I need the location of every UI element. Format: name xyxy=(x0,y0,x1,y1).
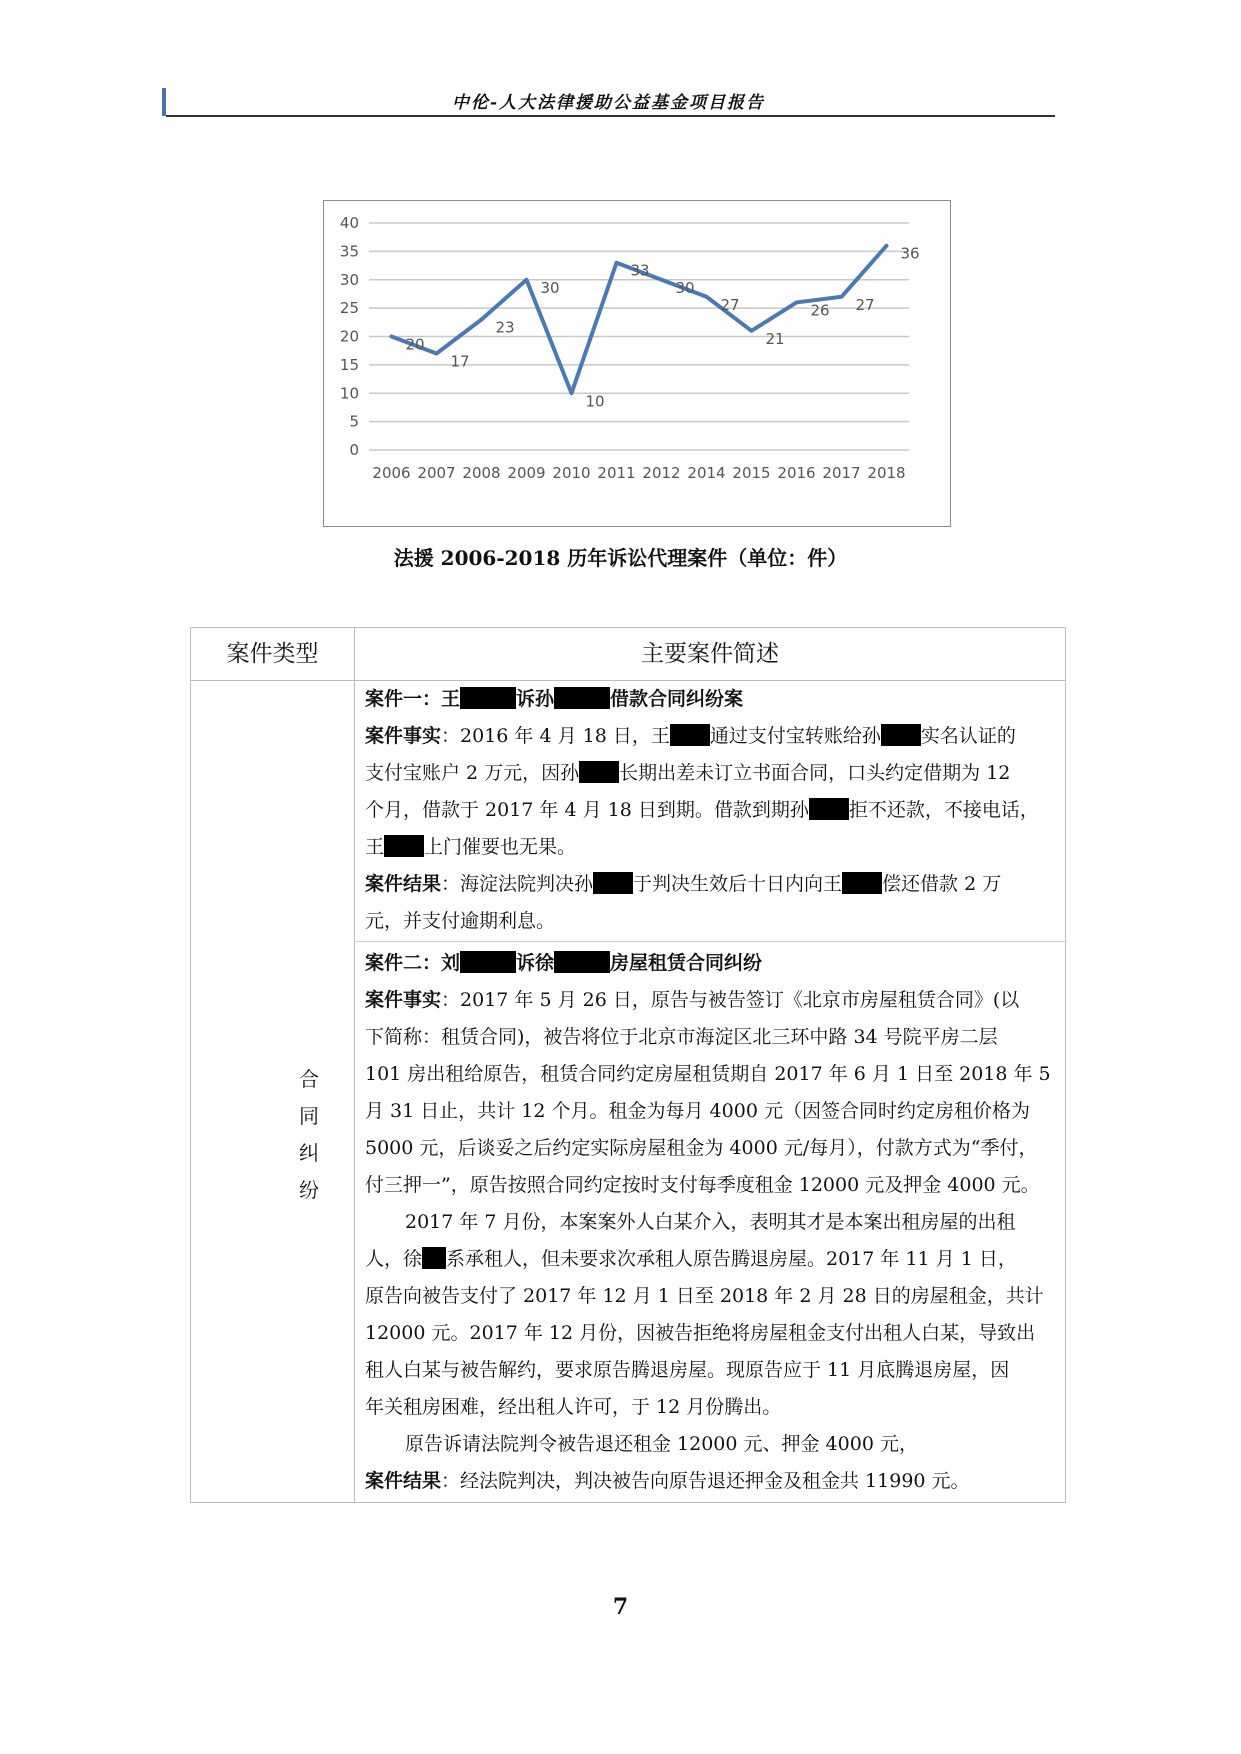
y-tick-label: 30 xyxy=(339,270,359,289)
redaction-block xyxy=(593,872,633,894)
redaction-block xyxy=(554,951,610,973)
title-part: 诉徐 xyxy=(516,952,555,974)
case-two xyxy=(365,945,1055,1500)
x-tick-label: 2006 xyxy=(372,464,411,482)
y-tick-label: 40 xyxy=(339,214,359,232)
data-point xyxy=(661,279,662,280)
data-point xyxy=(481,319,482,320)
case-one-facts-line xyxy=(365,755,1055,792)
case-two-para2-line: 租人白某与被告解约，要求原告腾退房屋。现原告应于 11 月底腾退房屋，因 xyxy=(365,1359,1010,1381)
text: 王 xyxy=(365,836,385,858)
case-one-facts-line xyxy=(365,718,1055,755)
case-two-facts-line: 下简称：租赁合同)，被告将位于北京市海淀区北三环中路 34 号院平房二层 xyxy=(365,1026,998,1048)
result-label: 案件结果 xyxy=(365,1470,442,1492)
chart-caption: 法援 2006-2018 历年诉讼代理案件（单位：件） xyxy=(393,546,848,570)
text: ：2016 年 4 月 18 日，王 xyxy=(441,725,670,747)
case-two-facts-line xyxy=(365,982,1055,1019)
x-tick-label: 2011 xyxy=(597,464,636,482)
x-tick-label: 2007 xyxy=(417,464,456,482)
result-label: 案件结果 xyxy=(365,873,442,895)
page-number: 7 xyxy=(612,1594,629,1620)
chart-svg xyxy=(324,201,950,526)
data-point xyxy=(706,296,707,297)
data-label: 30 xyxy=(675,278,695,297)
redaction-block xyxy=(384,835,424,857)
text: 于判决生效后十日内向王 xyxy=(633,873,843,895)
data-point xyxy=(841,296,842,297)
text: 人，徐 xyxy=(365,1248,423,1270)
title-part: 诉孙 xyxy=(516,688,555,710)
data-point xyxy=(571,393,572,394)
text: 长期出差未订立书面合同，口头约定借期为 12 xyxy=(619,762,1011,784)
data-point xyxy=(796,302,797,303)
case-two-para2-line xyxy=(365,1241,1055,1278)
text: 偿还借款 2 万 xyxy=(882,873,1002,895)
redaction-block xyxy=(579,761,619,783)
redaction-block xyxy=(842,872,882,894)
case-two-para2-line: 年关租房困难，经出租人许可，于 12 月份腾出。 xyxy=(365,1396,782,1418)
title-part: 房屋租赁合同纠纷 xyxy=(610,952,763,974)
y-tick-label: 15 xyxy=(339,355,359,374)
page-header xyxy=(162,84,1055,116)
y-tick-label: 10 xyxy=(339,384,359,403)
case-one-facts-line xyxy=(365,792,1055,829)
data-label: 26 xyxy=(810,301,830,320)
text: 系承租人，但未要求次承租人原告腾退房屋。2017 年 11 月 1 日， xyxy=(446,1248,1017,1270)
x-tick-label: 2014 xyxy=(687,464,726,482)
data-point xyxy=(391,336,392,337)
y-tick-label: 20 xyxy=(339,327,359,346)
case-type-label xyxy=(297,1061,321,1209)
case-one xyxy=(365,681,1055,940)
data-point xyxy=(886,245,887,246)
redaction-block xyxy=(554,687,610,709)
data-label: 20 xyxy=(405,335,425,354)
case-divider xyxy=(355,941,1065,942)
type-char: 纷 xyxy=(299,1178,319,1202)
data-label: 23 xyxy=(495,318,515,337)
text: 上门催要也无果。 xyxy=(424,836,577,858)
title-part: 借款合同纠纷案 xyxy=(610,688,744,710)
redaction-block xyxy=(422,1247,446,1269)
x-tick-label: 2008 xyxy=(462,464,501,482)
case-table xyxy=(190,627,1066,1503)
case-two-para2-line: 2017 年 7 月份，本案案外人白某介入，表明其才是本案出租房屋的出租 xyxy=(405,1211,1016,1233)
x-tick-label: 2009 xyxy=(507,464,546,482)
title-part: 案件一：王 xyxy=(365,688,461,710)
case-two-result-line xyxy=(365,1463,1055,1500)
redaction-block xyxy=(460,687,516,709)
header-case-type: 案件类型 xyxy=(226,641,319,667)
data-label: 33 xyxy=(630,261,650,280)
y-tick-label: 35 xyxy=(339,242,359,261)
x-tick-label: 2010 xyxy=(552,464,591,482)
x-tick-label: 2015 xyxy=(732,464,771,482)
text: 实名认证的 xyxy=(920,725,1016,747)
case-one-result-line: 元，并支付逾期利息。 xyxy=(365,910,556,932)
data-point xyxy=(526,279,527,280)
case-type-cell xyxy=(191,681,354,1502)
case-two-para2-line: 原告向被告支付了 2017 年 12 月 1 日至 2018 年 2 月 28 日的房屋租金，共计 xyxy=(365,1285,1044,1307)
text: 个月，借款于 2017 年 4 月 18 日到期。借款到期孙 xyxy=(365,799,809,821)
case-two-facts-line: 月 31 日止，共计 12 个月。租金为每月 4000 元（因签合同时约定房租价格为 xyxy=(365,1100,1030,1122)
data-label: 17 xyxy=(450,352,470,371)
type-char: 同 xyxy=(299,1104,319,1128)
x-tick-label: 2016 xyxy=(777,464,816,482)
y-tick-label: 5 xyxy=(349,412,359,431)
redaction-block xyxy=(670,724,710,746)
case-one-facts-line xyxy=(365,829,1055,866)
data-label: 10 xyxy=(585,392,605,411)
type-char: 纠 xyxy=(299,1141,319,1165)
data-label: 30 xyxy=(540,278,560,297)
case-two-para2-line: 12000 元。2017 年 12 月份，因被告拒绝将房屋租金支付出租人白某，导致出 xyxy=(365,1322,1036,1344)
data-label: 21 xyxy=(765,329,785,348)
text: 支付宝账户 2 万元，因孙 xyxy=(365,762,580,784)
x-tick-label: 2018 xyxy=(867,464,906,482)
x-tick-label: 2017 xyxy=(822,464,861,482)
redaction-block xyxy=(460,951,516,973)
facts-label: 案件事实 xyxy=(365,989,442,1011)
case-two-facts-line: 付三押一”，原告按照合同约定按时支付每季度租金 12000 元及押金 4000 元。 xyxy=(365,1174,1040,1196)
facts-label: 案件事实 xyxy=(365,725,442,747)
case-two-title xyxy=(365,945,1055,982)
type-char: 合 xyxy=(299,1067,319,1091)
title-part: 案件二：刘 xyxy=(365,952,461,974)
case-two-facts-line: 101 房出租给原告，租赁合同约定房屋租赁期自 2017 年 6 月 1 日至 2018 年 5 xyxy=(365,1063,1051,1085)
text: 通过支付宝转账给孙 xyxy=(709,725,881,747)
text: ：2017 年 5 月 26 日，原告与被告签订《北京市房屋租赁合同》(以 xyxy=(441,989,1020,1011)
redaction-block xyxy=(809,798,849,820)
text: ：海淀法院判决孙 xyxy=(441,873,594,895)
header-title: 中伦-人大法律援助公益基金项目报告 xyxy=(451,93,766,113)
data-label: 27 xyxy=(720,295,740,314)
y-tick-label: 25 xyxy=(339,299,359,318)
data-label: 36 xyxy=(900,244,920,263)
header-case-description: 主要案件简述 xyxy=(641,641,779,667)
data-point xyxy=(616,262,617,263)
header-rule xyxy=(166,115,1055,117)
redaction-block xyxy=(881,724,921,746)
table-header-row xyxy=(191,628,1065,681)
data-point xyxy=(751,330,752,331)
text: ：经法院判决，判决被告向原告退还押金及租金共 11990 元。 xyxy=(441,1470,970,1492)
line-chart xyxy=(323,200,951,527)
case-one-result-line xyxy=(365,866,1055,903)
text: 拒不还款，不接电话， xyxy=(848,799,1039,821)
data-point xyxy=(436,353,437,354)
case-one-title xyxy=(365,681,1055,718)
y-tick-label: 0 xyxy=(349,441,359,459)
case-two-facts-line: 5000 元，后谈妥之后约定实际房屋租金为 4000 元/每月），付款方式为“季付， xyxy=(365,1137,1038,1159)
data-label: 27 xyxy=(855,295,875,314)
x-tick-label: 2012 xyxy=(642,464,681,482)
case-two-para3-line: 原告诉请法院判令被告退还租金 12000 元、押金 4000 元， xyxy=(405,1433,918,1455)
column-divider xyxy=(354,628,355,1502)
